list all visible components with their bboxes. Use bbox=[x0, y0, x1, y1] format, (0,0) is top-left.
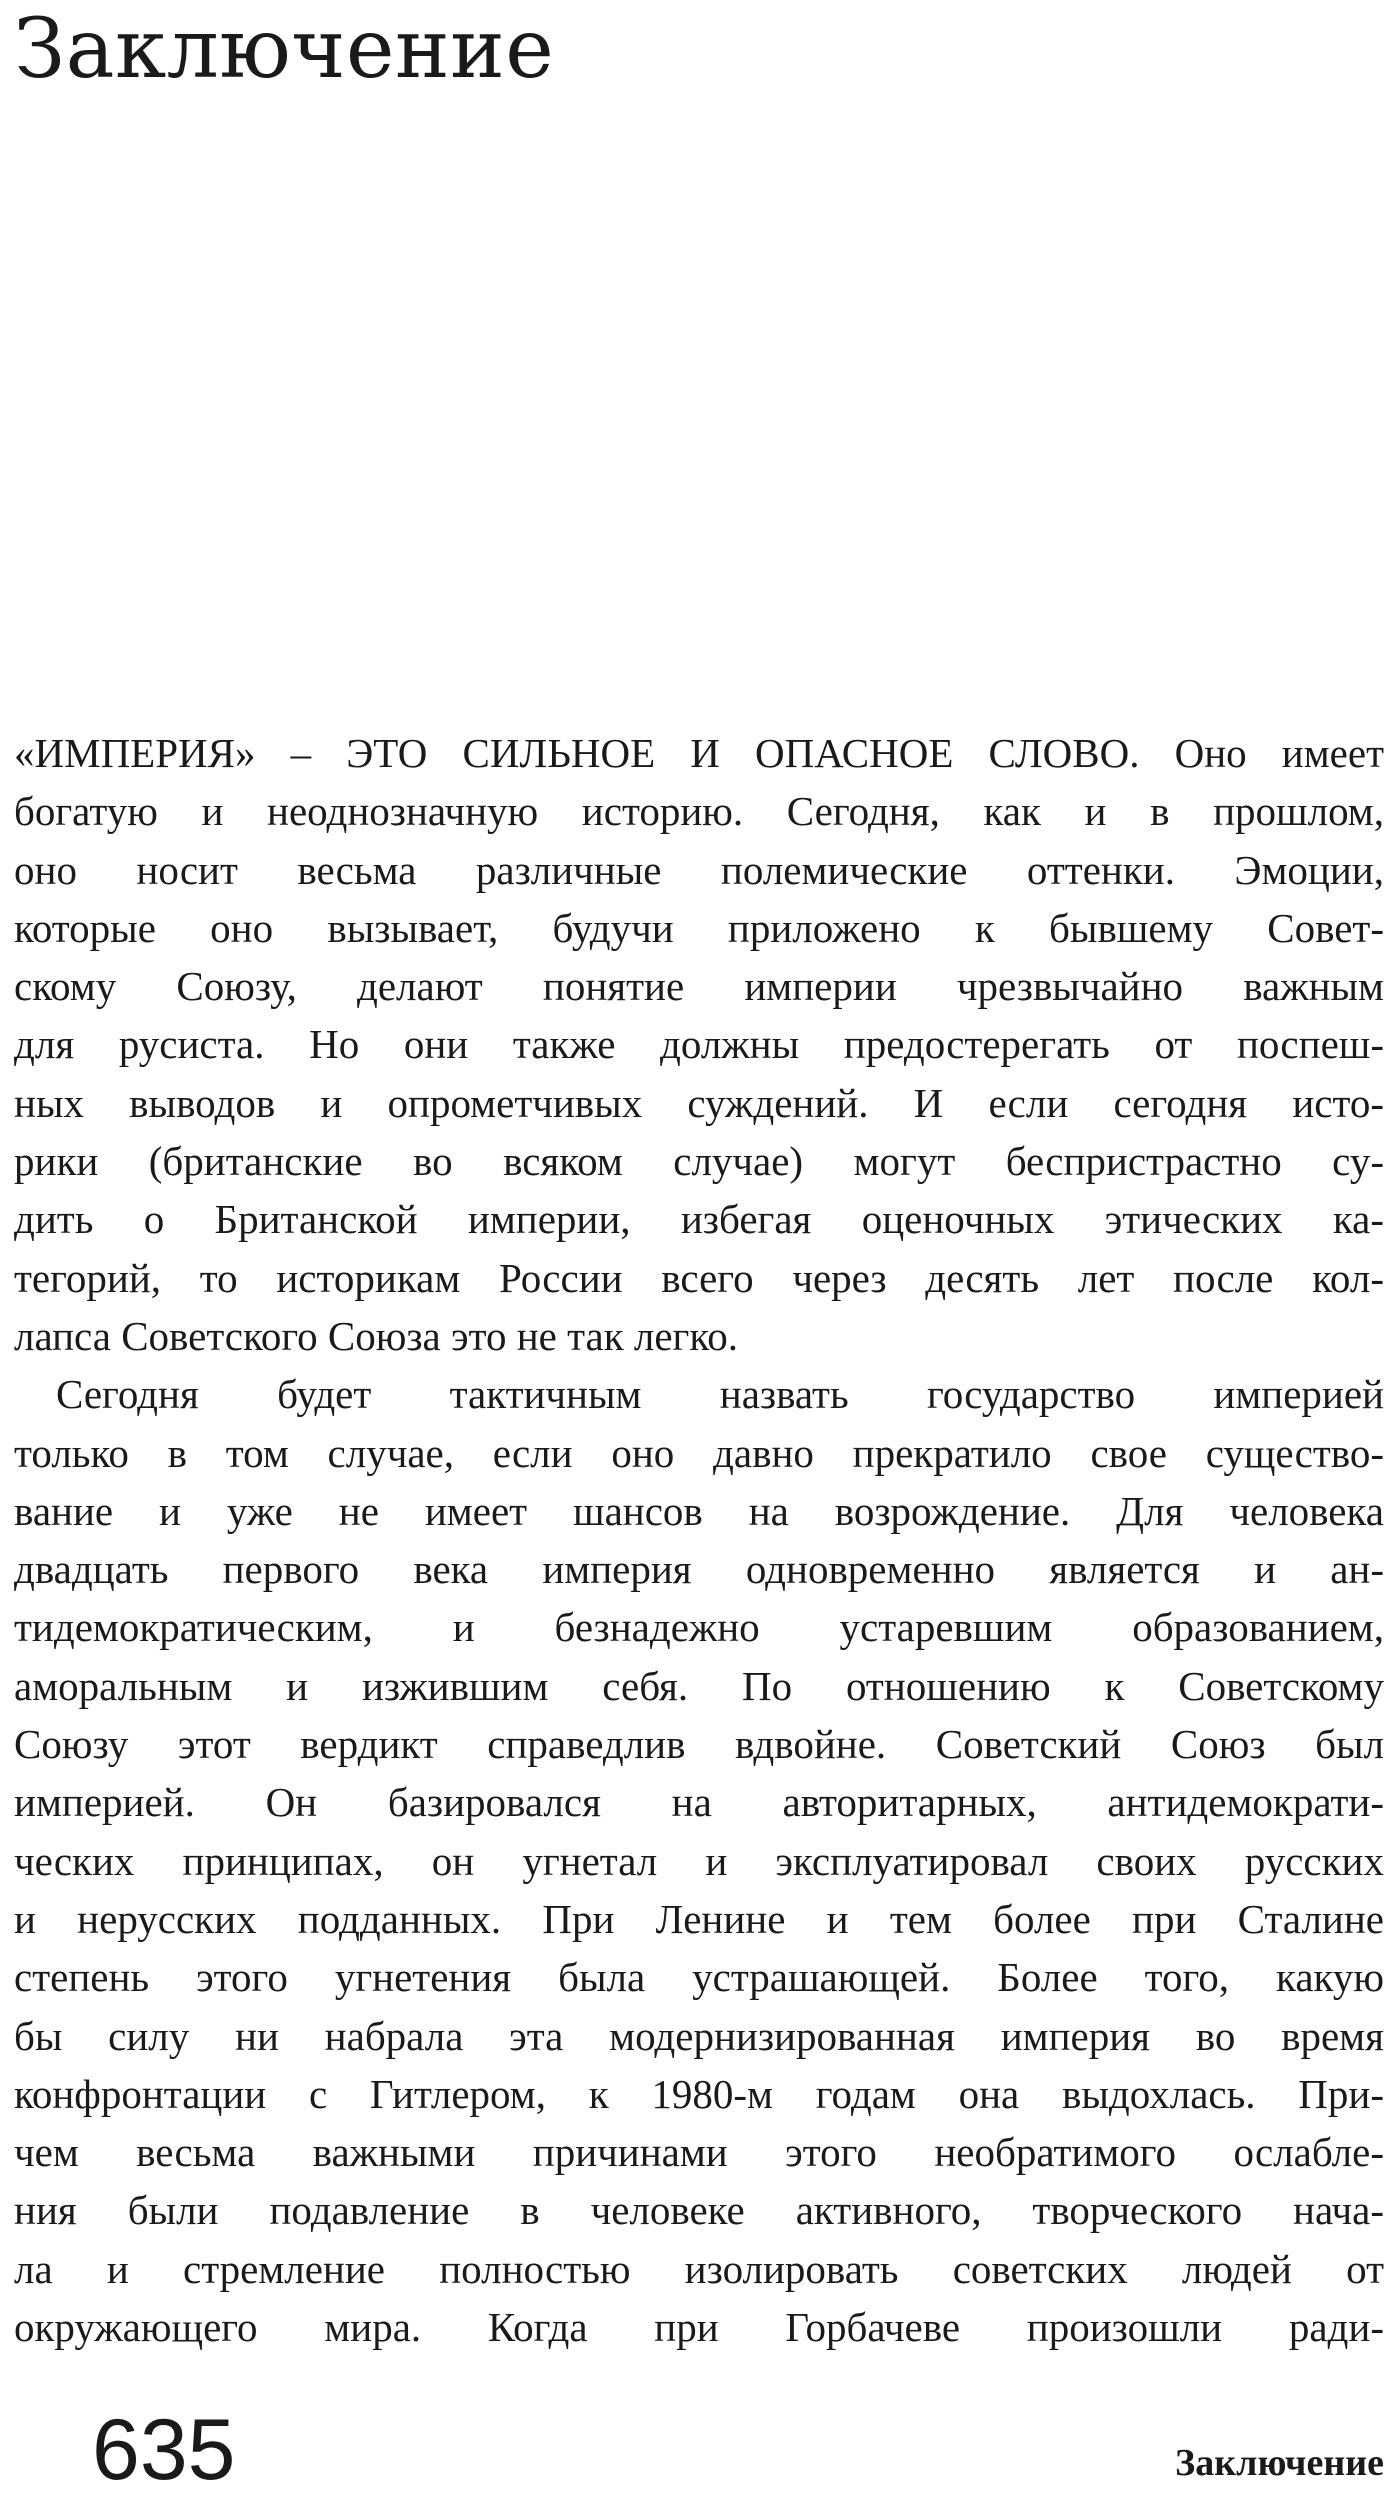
text-line: дить о Британской империи, избегая оценочных этических ка- bbox=[14, 1196, 1384, 1243]
text-line: которые оно вызывает, будучи приложено к бывшему Совет- bbox=[14, 904, 1384, 951]
body-text bbox=[14, 724, 1384, 2356]
text-line: окружающего мира. Когда при Горбачеве произошли ради- bbox=[14, 2304, 1384, 2351]
text-line: рики (британские во всяком случае) могут беспристрастно су- bbox=[14, 1138, 1384, 1185]
running-head: Заключение bbox=[1175, 2442, 1384, 2484]
text-line: для русиста. Но они также должны предостерегать от поспеш- bbox=[14, 1021, 1384, 1068]
text-line: ния были подавление в человеке активного, творческого нача- bbox=[14, 2187, 1384, 2234]
text-line: чем весьма важными причинами этого необратимого ослабле- bbox=[14, 2129, 1384, 2176]
text-line: конфронтации с Гитлером, к 1980-м годам она выдохлась. При- bbox=[14, 2070, 1384, 2117]
text-line: «ИМПЕРИЯ» – ЭТО СИЛЬНОЕ И ОПАСНОЕ СЛОВО. Оно имеет bbox=[14, 730, 1384, 776]
text-line: лапса Советского Союза это не так легко. bbox=[14, 1312, 738, 1359]
text-line: тидемократическим, и безнадежно устаревшим образованием, bbox=[14, 1604, 1384, 1651]
text-line: бы силу ни набрала эта модернизированная империя во время bbox=[14, 2012, 1384, 2059]
text-line: ла и стремление полностью изолировать советских людей от bbox=[14, 2245, 1384, 2292]
text-line: и нерусских подданных. При Ленине и тем более при Сталине bbox=[14, 1895, 1384, 1942]
text-line: только в том случае, если оно давно прекратило свое существо- bbox=[14, 1429, 1384, 1476]
chapter-title: Заключение bbox=[14, 2, 555, 97]
text-line: аморальным и изжившим себя. По отношению к Советскому bbox=[14, 1662, 1384, 1709]
text-line: Сегодня будет тактичным назвать государство империей bbox=[56, 1371, 1384, 1418]
page-number: 635 bbox=[92, 2402, 236, 2498]
text-line: тегорий, то историкам России всего через десять лет после кол- bbox=[14, 1254, 1384, 1301]
text-line: империей. Он базировался на авторитарных, антидемократи- bbox=[14, 1779, 1384, 1826]
text-line: вание и уже не имеет шансов на возрождение. Для человека bbox=[14, 1487, 1384, 1534]
text-line: оно носит весьма различные полемические оттенки. Эмоции, bbox=[14, 846, 1384, 893]
text-line: двадцать первого века империя одновременно является и ан- bbox=[14, 1546, 1384, 1593]
text-line: скому Союзу, делают понятие империи чрезвычайно важным bbox=[14, 963, 1384, 1010]
text-line: богатую и неоднозначную историю. Сегодня, как и в прошлом, bbox=[14, 788, 1384, 835]
text-line: степень этого угнетения была устрашающей. Более того, какую bbox=[14, 1954, 1384, 2001]
text-line: Союзу этот вердикт справедлив вдвойне. Советский Союз был bbox=[14, 1721, 1384, 1768]
text-line: ных выводов и опрометчивых суждений. И если сегодня исто- bbox=[14, 1079, 1384, 1126]
text-line: ческих принципах, он угнетал и эксплуатировал своих русских bbox=[14, 1837, 1384, 1884]
